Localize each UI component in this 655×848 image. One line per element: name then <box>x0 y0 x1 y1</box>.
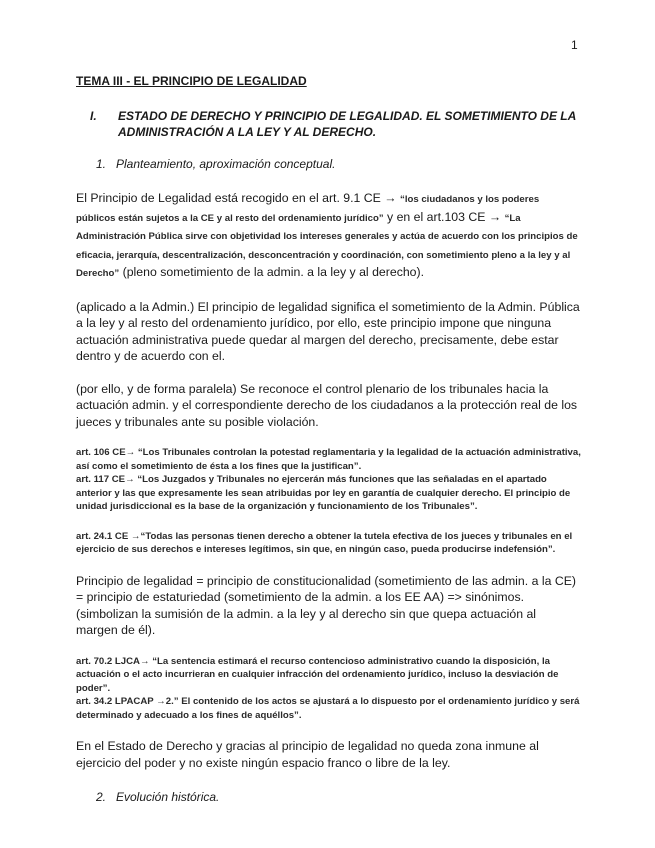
article-24: art. 24.1 CE →“Todas las personas tienen derecho a obtener la tutela efectiva de los jueces y tribunales en el ejercicio de sus derechos e intereses legítimos, sin que, en ningún caso, pueda producirse indefensión”. <box>76 530 573 555</box>
paragraph-state-of-law: En el Estado de Derecho y gracias al principio de legalidad no queda zona inmune al ejercicio del poder y no existe ningún espacio franco o libre de la ley. <box>76 739 539 770</box>
document-title: TEMA III - EL PRINCIPIO DE LEGALIDAD <box>76 74 307 88</box>
article-70-2: art. 70.2 LJCA→ “La sentencia estimará el recurso contencioso administrativo cuando la disposición, la actuación o el acto incurrieran en cualquier infracción del ordenamiento jurídico, incluso la desviación de poder”. <box>76 655 559 694</box>
subsection-number-2: 2. <box>96 790 107 804</box>
para1-part-a: El Principio de Legalidad está recogido en el art. 9.1 CE → <box>76 191 397 205</box>
paragraph-synonyms: Principio de legalidad = principio de constitucionalidad (sometimiento de las admin. a la CE) = principio de estaturiedad (sometimiento de la admin. a los EE AA) => sinónimos. (simbolizan la sumisión de la admin. a la ley y al derecho sin que quepa actuación al margen de él). <box>76 573 577 637</box>
subsection-heading-1 <box>76 156 581 172</box>
article-34-2: art. 34.2 LPACAP →2.” El contenido de los actos se ajustará a lo dispuesto por el ordenamiento jurídico y será determinado y adecuado a los fines de aquéllos”. <box>76 696 580 721</box>
articles-block-1 <box>76 446 581 514</box>
para1-part-c: y en el art.103 CE → <box>383 209 502 224</box>
article-106: art. 106 CE→ “Los Tribunales controlan la potestad reglamentaria y la legalidad de la actuación administrativa, así como el sometimiento de ésta a los fines que la justifican”. <box>76 447 581 472</box>
quote-art-9-1: “los ciudadanos y los poderes públicos están sujetos a la CE y al resto del ordenamiento jurídico” <box>76 194 540 224</box>
para1-part-e: (pleno sometimiento de la admin. a la ley y al derecho). <box>119 265 425 279</box>
paragraph-control: (por ello, y de forma paralela) Se reconoce el control plenario de los tribunales hacia la actuación admin. y el correspondiente derecho de los ciudadanos a la protección real de los jueces y tribunales ante su posible violación. <box>76 381 578 429</box>
paragraph-principle <box>76 190 581 283</box>
subsection-number-1: 1. <box>96 157 107 171</box>
section-title: ESTADO DE DERECHO Y PRINCIPIO DE LEGALIDAD. EL SOMETIMIENTO DE LA ADMINISTRACIÓN A LA LEY Y AL DERECHO. <box>118 109 576 139</box>
articles-block-3 <box>76 655 581 723</box>
quote-art-103: “La Administración Pública sirve con objetividad los intereses generales y actúa de acuerdo con los principios de eficacia, jerarquía, descentralización, desconcentración y coordinación, con sometimiento pleno a la ley y al Derecho” <box>76 212 578 279</box>
section-heading <box>76 108 581 140</box>
article-117: art. 117 CE→ “Los Juzgados y Tribunales no ejercerán más funciones que las señaladas en el apartado anterior y las que expresamente les sean atribuidas por ley en garantía de cualquier derecho. El principio de unidad jurisdiccional es la base de la organización y funcionamiento de los Tribunales”. <box>76 474 571 512</box>
subsection-title-1: Planteamiento, aproximación conceptual. <box>116 157 336 171</box>
paragraph-admin: (aplicado a la Admin.) El principio de legalidad significa el sometimiento de la Admin. Pública a la ley y al resto del ordenamiento jurídico, por ello, este principio impone que ninguna actuación administrativa puede quedar al margen del derecho, precisamente, debe estar dentro y de acuerdo con el. <box>76 299 580 363</box>
articles-block-2 <box>76 530 581 557</box>
section-number: I. <box>90 109 97 123</box>
document-body <box>76 74 581 805</box>
page-number: 1 <box>571 38 578 52</box>
subsection-heading-2 <box>76 789 581 805</box>
subsection-title-2: Evolución histórica. <box>116 790 220 804</box>
